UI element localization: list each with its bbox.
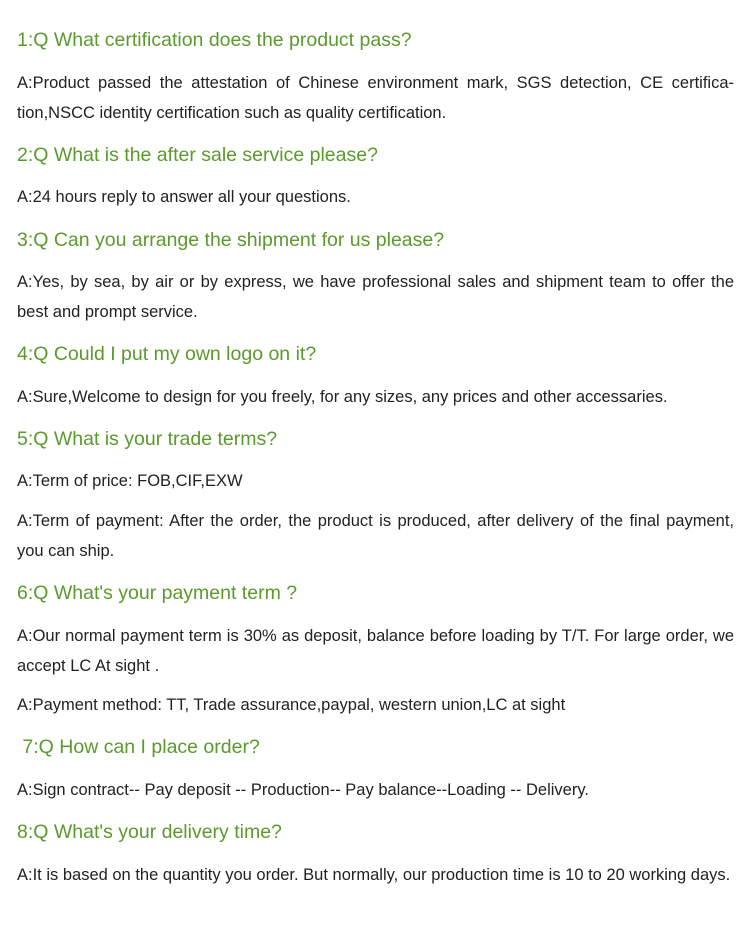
faq-answer-1: A:Product passed the attestation of Chinese environment mark, SGS detection, CE certifica-tion,NSCC identity certification such as quality certification. (17, 74, 734, 122)
faq-answer-2: A:24 hours reply to answer all your questions. (17, 188, 351, 206)
faq-question-2: 2:Q What is the after sale service please? (17, 144, 378, 166)
faq-answer-8: A:It is based on the quantity you order. But normally, our production time is 10 to 20 working days. (17, 866, 731, 884)
faq-answer-5a: A:Term of price: FOB,CIF,EXW (17, 472, 243, 490)
faq-question-4: 4:Q Could I put my own logo on it? (17, 343, 317, 365)
faq-question-1: 1:Q What certification does the product pass? (17, 29, 412, 51)
faq-answer-7: A:Sign contract-- Pay deposit -- Production-- Pay balance--Loading -- Delivery. (17, 781, 589, 799)
faq-answer-3: A:Yes, by sea, by air or by express, we have professional sales and shipment team to offer the best and prompt service. (17, 273, 734, 321)
faq-answer-5b: A:Term of payment: After the order, the product is produced, after delivery of the final payment, you can ship. (17, 512, 734, 560)
faq-answer-6b: A:Payment method: TT, Trade assurance,paypal, western union,LC at sight (17, 696, 566, 714)
faq-question-6: 6:Q What's your payment term ? (17, 582, 298, 604)
faq-answer-6a: A:Our normal payment term is 30% as deposit, balance before loading by T/T. For large order, we accept LC At sight . (17, 627, 734, 675)
faq-answer-4: A:Sure,Welcome to design for you freely, for any sizes, any prices and other accessaries. (17, 388, 668, 406)
faq-question-5: 5:Q What is your trade terms? (17, 428, 278, 450)
faq-question-7: 7:Q How can I place order? (17, 736, 260, 758)
faq-question-8: 8:Q What's your delivery time? (17, 821, 282, 843)
faq-question-3: 3:Q Can you arrange the shipment for us please? (17, 229, 445, 251)
